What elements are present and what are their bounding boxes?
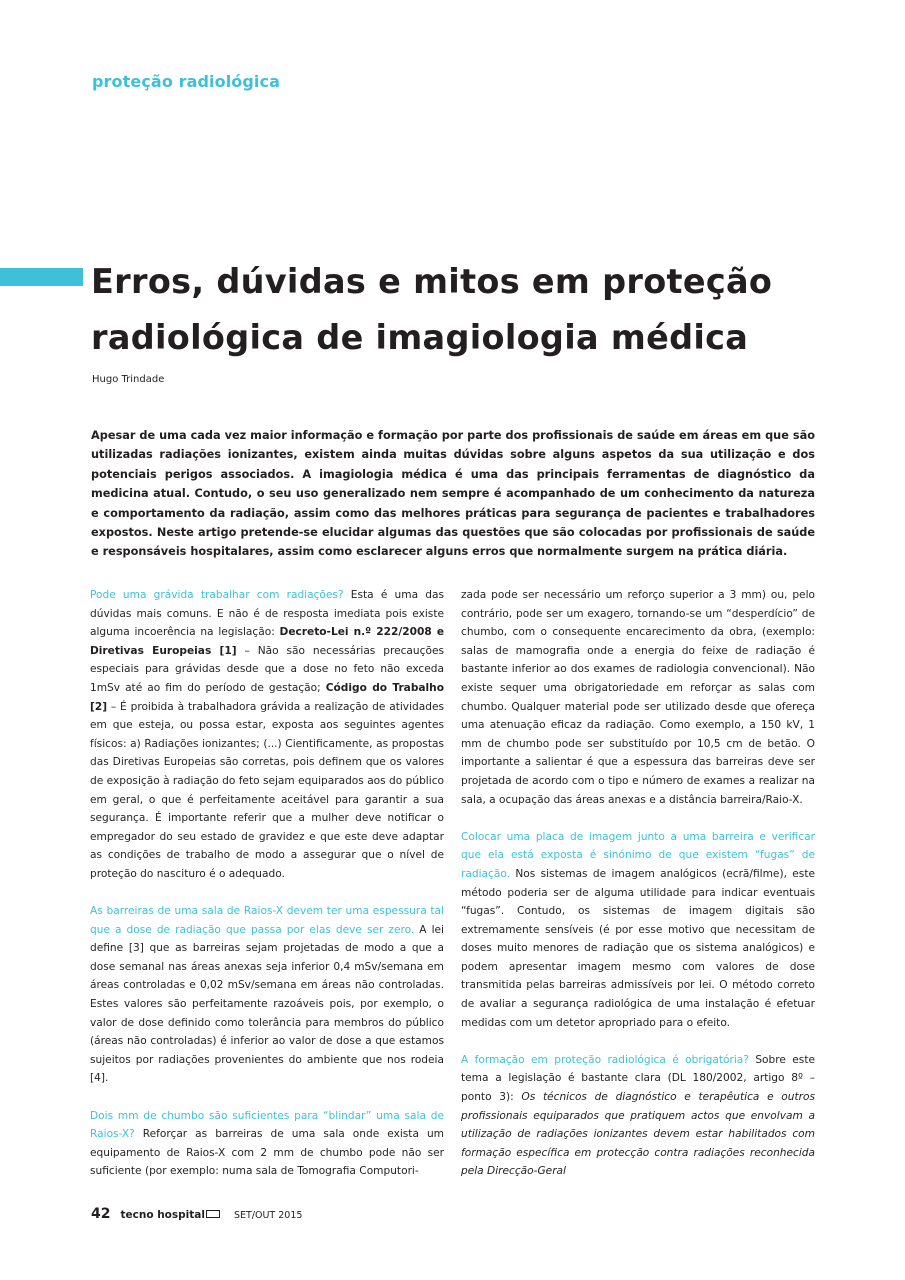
magazine-brand — [120, 1209, 223, 1221]
brand-name: tecno hospital — [120, 1209, 205, 1221]
body-text: – É proibida à trabalhadora grávida a realização de atividades em que esteja, ou possa estar, exposta aos seguintes agentes físicos: a) Radiações ionizantes; (...) Cientificamente, as propostas das Diretivas Europeias são corretas, pois definem que os valores de exposição à radiação do feto sejam equiparados aos do público em geral, o que é perfeitamente aceitável para garantir a sua segurança. É importante referir que a mulher deve notificar o empregador do seu estado de gravidez e que este deve adaptar as condições de trabalho de modo a assegurar que o nível de proteção do nascituro é o adequado. — [90, 700, 444, 880]
question-heading: Pode uma grávida trabalhar com radiações? — [90, 589, 344, 601]
question-heading: Dois mm de chumbo são suficientes para “blindar” uma sala de Raios-X? — [90, 1109, 444, 1141]
legal-reference: Decreto-Lei n.º 222/2008 e Diretivas Europeias [1] — [90, 626, 445, 657]
left-column — [90, 586, 444, 1200]
title-accent-bar — [0, 268, 83, 286]
body-text: Esta é uma das dúvidas mais comuns. E não é de resposta imediata pois existe alguma incoerência na legislação: — [90, 589, 445, 639]
body-text: Nos sistemas de imagem analógicos (ecrã/filme), este método poderia ser de alguma utilidade para indicar eventuais “fugas”. Contudo, os sistemas de imagem digitais são extremamente sensíveis (é por esse motivo que necessitam de doses muito menores de radiação que os sistema analógicos) e podem apresentar imagem mesmo com valores de dose transmitida pelas barreiras admissíveis por lei. O método correto de avaliar a segurança radiológica de uma instalação é efetuar medidas com um detetor apropriado para o efeito. — [461, 867, 815, 1029]
legal-quote: Os técnicos de diagnóstico e terapêutica e outros profissionais equiparados que pratiquem actos que envolvam a utilização de radiações ionizantes devem estar habilitados com formação específica em protecção contra radiações reconhecida pela Direcção-Geral — [461, 1091, 815, 1178]
page-footer — [91, 1206, 302, 1222]
paragraph-training — [461, 1051, 815, 1181]
question-heading: As barreiras de uma sala de Raios-X devem ter uma espessura tal que a dose de radiação que passa por elas deve ser zero. — [90, 905, 444, 936]
page-number: 42 — [91, 1206, 111, 1222]
paragraph-barriers — [90, 902, 444, 1088]
paragraph-lead-thickness — [90, 1107, 444, 1181]
question-heading: A formação em proteção radiológica é obrigatória? — [461, 1053, 749, 1066]
legal-reference: Código do Trabalho [2] — [90, 681, 445, 713]
issue-date: SET/OUT 2015 — [233, 1210, 303, 1221]
paragraph-pregnancy — [90, 586, 444, 884]
body-text: A lei define [3] que as barreiras sejam projetadas de modo a que a dose semanal nas áreas anexas seja inferior 0,4 mSv/semana em áreas controladas e 0,02 mSv/semana em áreas não controladas. Estes valores são perfeitamente razoáveis pois, por exemplo, o valor de dose definido como tolerância para membros do público (áreas não controladas) é inferior ao valor de dose a que estamos sujeitos por radiações provenientes do ambiente que nos rodeia [4]. — [90, 923, 444, 1085]
article-abstract: Apesar de uma cada vez maior informação e formação por parte dos profissionais de saúde em áreas em que são utilizadas radiações ionizantes, existem ainda muitas dúvidas sobre alguns aspetos da sua utilização e dos potenciais perigos associados. A imagiologia médica é uma das principais ferramentas de diagnóstico da medicina atual. Contudo, o seu uso generalizado nem sempre é acompanhado de um conhecimento da natureza e comportamento da radiação, assim como das melhores práticas para segurança de pacientes e trabalhadores expostos. Neste artigo pretende-se elucidar algumas das questões que são colocadas por profissionais de saúde e responsáveis hospitalares, assim como esclarecer alguns erros que normalmente surgem na prática diária. — [91, 429, 815, 559]
brand-logo-icon — [206, 1210, 220, 1218]
question-heading: Colocar uma placa de imagem junto a uma barreira e verificar que ela está exposta é sinónimo de que existem “fugas” de radiação. — [461, 830, 815, 880]
section-tag: proteção radiológica — [92, 72, 280, 91]
body-text: – Não são necessárias precauções especiais para grávidas desde que a dose no feto não exceda 1mSv até ao fim do período de gestação; — [90, 644, 444, 694]
right-column — [461, 586, 815, 1200]
paragraph-lead-continued — [461, 586, 815, 809]
article-title: Erros, dúvidas e mitos em proteção radiológica de imagiologia médica — [91, 262, 773, 357]
body-text: Reforçar as barreiras de uma sala onde exista um equipamento de Raios-X com 2 mm de chumbo pode não ser suficiente (por exemplo: numa sala de Tomografia Computori- — [90, 1128, 444, 1178]
body-text: Sobre este tema a legislação é bastante clara (DL 180/2002, artigo 8º – ponto 3): — [461, 1053, 815, 1104]
body-text: zada pode ser necessário um reforço superior a 3 mm) ou, pelo contrário, pode ser um exagero, tornando-se um “desperdício” de chumbo, com o consequente encarecimento da obra, (exemplo: salas de mamografia onde a energia do feixe de radiação é bastante inferior ao dos exames de radiologia convencional). Não existe sequer uma obrigatoriedade em reforçar as salas com chumbo. Qualquer material pode ser utilizado desde que ofereça uma atenuação eficaz da radiação. Como exemplo, a 150 kV, 1 mm de chumbo pode ser substituído por 10,5 cm de betão. O importante a salientar é que a espessura das barreiras deve ser projetada de acordo com o tipo e número de exames a realizar na sala, a ocupação das áreas anexas e a distância barreira/Raio-X. — [461, 589, 815, 806]
paragraph-image-plate — [461, 828, 815, 1033]
author-name: Hugo Trindade — [92, 374, 165, 385]
